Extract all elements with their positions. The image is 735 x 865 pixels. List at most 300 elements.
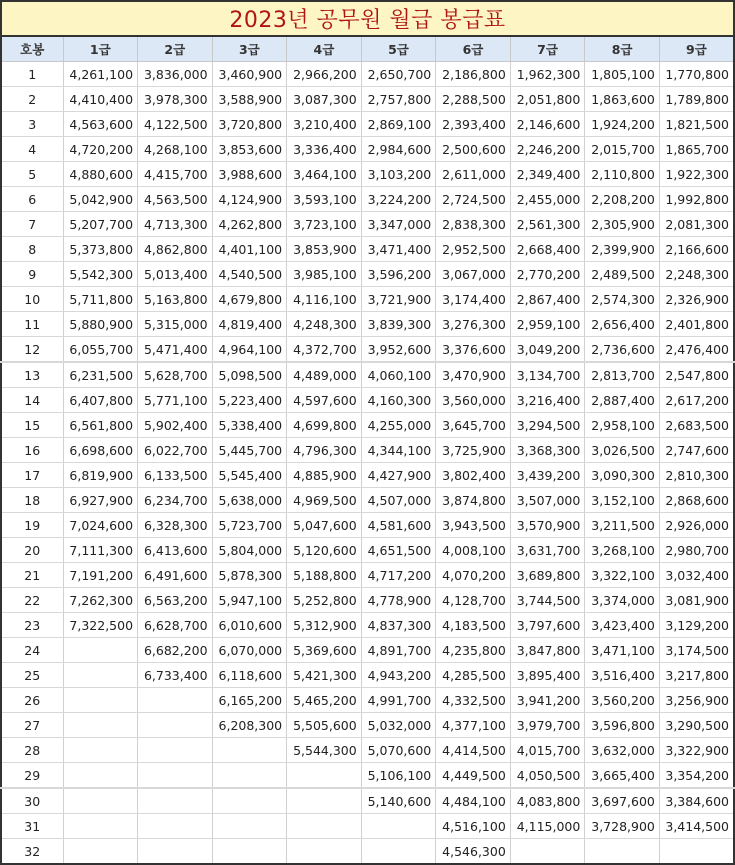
salary-cell: 6,682,200 — [138, 638, 213, 663]
step-cell: 10 — [1, 287, 63, 312]
salary-cell: 2,186,800 — [436, 62, 511, 87]
salary-cell: 4,427,900 — [361, 463, 436, 488]
salary-cell: 5,338,400 — [212, 413, 287, 438]
salary-cell: 3,347,000 — [361, 212, 436, 237]
header-step: 호봉 — [1, 37, 63, 62]
salary-cell: 3,802,400 — [436, 463, 511, 488]
salary-cell: 5,542,300 — [63, 262, 138, 287]
step-cell: 13 — [1, 362, 63, 388]
salary-cell: 4,713,300 — [138, 212, 213, 237]
table-row — [1, 788, 734, 814]
salary-cell: 3,464,100 — [287, 162, 362, 187]
salary-cell: 4,050,500 — [510, 763, 585, 789]
salary-cell: 6,118,600 — [212, 663, 287, 688]
header-grade-5: 5급 — [361, 37, 436, 62]
salary-cell: 3,471,400 — [361, 237, 436, 262]
salary-cell — [585, 839, 660, 865]
salary-cell: 6,491,600 — [138, 563, 213, 588]
salary-cell: 2,146,600 — [510, 112, 585, 137]
salary-cell: 3,174,400 — [436, 287, 511, 312]
salary-cell: 6,628,700 — [138, 613, 213, 638]
table-row — [1, 362, 734, 388]
salary-cell: 5,369,600 — [287, 638, 362, 663]
salary-cell: 1,865,700 — [659, 137, 734, 162]
salary-cell: 4,969,500 — [287, 488, 362, 513]
step-cell: 26 — [1, 688, 63, 713]
salary-cell: 4,449,500 — [436, 763, 511, 789]
salary-cell: 3,632,000 — [585, 738, 660, 763]
salary-cell: 4,891,700 — [361, 638, 436, 663]
table-row — [1, 563, 734, 588]
salary-cell: 3,290,500 — [659, 713, 734, 738]
salary-cell: 1,922,300 — [659, 162, 734, 187]
salary-cell: 6,407,800 — [63, 388, 138, 413]
salary-cell: 1,962,300 — [510, 62, 585, 87]
salary-table — [0, 37, 735, 865]
salary-cell: 3,322,900 — [659, 738, 734, 763]
salary-cell: 2,683,500 — [659, 413, 734, 438]
salary-cell: 5,070,600 — [361, 738, 436, 763]
salary-cell: 4,778,900 — [361, 588, 436, 613]
table-row — [1, 738, 734, 763]
table-row — [1, 713, 734, 738]
salary-cell: 5,771,100 — [138, 388, 213, 413]
salary-cell: 3,067,000 — [436, 262, 511, 287]
table-row — [1, 839, 734, 865]
table-row — [1, 137, 734, 162]
salary-cell: 3,952,600 — [361, 337, 436, 363]
salary-cell: 5,252,800 — [287, 588, 362, 613]
salary-cell: 4,344,100 — [361, 438, 436, 463]
salary-cell: 3,216,400 — [510, 388, 585, 413]
salary-cell: 2,838,300 — [436, 212, 511, 237]
salary-cell: 4,717,200 — [361, 563, 436, 588]
salary-cell: 2,051,800 — [510, 87, 585, 112]
salary-cell: 2,248,300 — [659, 262, 734, 287]
salary-cell: 5,878,300 — [212, 563, 287, 588]
salary-cell: 2,015,700 — [585, 137, 660, 162]
salary-cell — [212, 738, 287, 763]
salary-cell — [212, 814, 287, 839]
salary-cell: 4,060,100 — [361, 362, 436, 388]
salary-cell: 4,679,800 — [212, 287, 287, 312]
salary-cell: 6,413,600 — [138, 538, 213, 563]
salary-cell: 2,401,800 — [659, 312, 734, 337]
salary-cell: 5,711,800 — [63, 287, 138, 312]
salary-cell: 5,013,400 — [138, 262, 213, 287]
salary-cell: 2,887,400 — [585, 388, 660, 413]
salary-cell: 2,757,800 — [361, 87, 436, 112]
table-row — [1, 112, 734, 137]
salary-cell: 5,880,900 — [63, 312, 138, 337]
salary-cell: 3,224,200 — [361, 187, 436, 212]
salary-cell: 3,152,100 — [585, 488, 660, 513]
salary-cell — [212, 839, 287, 865]
salary-cell — [63, 839, 138, 865]
salary-cell: 7,262,300 — [63, 588, 138, 613]
salary-cell: 5,047,600 — [287, 513, 362, 538]
header-row — [1, 37, 734, 62]
salary-cell: 6,231,500 — [63, 362, 138, 388]
salary-cell: 3,725,900 — [436, 438, 511, 463]
table-row — [1, 488, 734, 513]
salary-cell: 2,349,400 — [510, 162, 585, 187]
salary-cell: 4,484,100 — [436, 788, 511, 814]
salary-cell: 3,439,200 — [510, 463, 585, 488]
salary-cell: 1,789,800 — [659, 87, 734, 112]
step-cell: 19 — [1, 513, 63, 538]
header-grade-6: 6급 — [436, 37, 511, 62]
salary-cell: 2,500,600 — [436, 137, 511, 162]
salary-cell: 5,723,700 — [212, 513, 287, 538]
salary-cell: 3,087,300 — [287, 87, 362, 112]
salary-cell: 5,312,900 — [287, 613, 362, 638]
salary-cell: 4,248,300 — [287, 312, 362, 337]
salary-cell: 4,262,800 — [212, 212, 287, 237]
salary-cell — [63, 713, 138, 738]
step-cell: 16 — [1, 438, 63, 463]
salary-cell — [287, 814, 362, 839]
salary-cell — [138, 814, 213, 839]
salary-cell: 5,140,600 — [361, 788, 436, 814]
salary-cell — [287, 763, 362, 789]
salary-cell: 2,724,500 — [436, 187, 511, 212]
salary-cell: 2,736,600 — [585, 337, 660, 363]
salary-cell: 4,070,200 — [436, 563, 511, 588]
salary-cell: 6,022,700 — [138, 438, 213, 463]
step-cell: 28 — [1, 738, 63, 763]
step-cell: 6 — [1, 187, 63, 212]
salary-cell: 1,770,800 — [659, 62, 734, 87]
salary-cell: 5,315,000 — [138, 312, 213, 337]
salary-cell: 4,546,300 — [436, 839, 511, 865]
salary-cell: 3,507,000 — [510, 488, 585, 513]
table-row — [1, 663, 734, 688]
salary-cell: 4,597,600 — [287, 388, 362, 413]
salary-cell: 5,465,200 — [287, 688, 362, 713]
salary-cell: 4,415,700 — [138, 162, 213, 187]
salary-cell: 4,015,700 — [510, 738, 585, 763]
salary-cell: 2,081,300 — [659, 212, 734, 237]
salary-cell — [659, 839, 734, 865]
salary-cell — [63, 788, 138, 814]
salary-cell: 1,805,100 — [585, 62, 660, 87]
header-grade-3: 3급 — [212, 37, 287, 62]
step-cell: 21 — [1, 563, 63, 588]
step-cell: 25 — [1, 663, 63, 688]
salary-cell — [63, 688, 138, 713]
salary-cell: 3,697,600 — [585, 788, 660, 814]
salary-cell: 6,733,400 — [138, 663, 213, 688]
salary-cell: 3,645,700 — [436, 413, 511, 438]
salary-cell: 5,223,400 — [212, 388, 287, 413]
step-cell: 1 — [1, 62, 63, 87]
salary-cell: 3,276,300 — [436, 312, 511, 337]
step-cell: 24 — [1, 638, 63, 663]
salary-cell: 4,507,000 — [361, 488, 436, 513]
step-cell: 3 — [1, 112, 63, 137]
salary-cell: 3,744,500 — [510, 588, 585, 613]
salary-cell: 4,819,400 — [212, 312, 287, 337]
salary-cell — [63, 738, 138, 763]
salary-cell: 6,010,600 — [212, 613, 287, 638]
salary-cell: 3,384,600 — [659, 788, 734, 814]
salary-cell: 3,839,300 — [361, 312, 436, 337]
salary-cell: 6,165,200 — [212, 688, 287, 713]
header-grade-9: 9급 — [659, 37, 734, 62]
salary-cell: 3,354,200 — [659, 763, 734, 789]
salary-cell: 5,638,000 — [212, 488, 287, 513]
salary-cell: 4,581,600 — [361, 513, 436, 538]
salary-cell: 4,880,600 — [63, 162, 138, 187]
step-cell: 7 — [1, 212, 63, 237]
salary-cell: 3,570,900 — [510, 513, 585, 538]
salary-cell: 3,853,900 — [287, 237, 362, 262]
table-row — [1, 388, 734, 413]
table-row — [1, 287, 734, 312]
salary-cell: 5,902,400 — [138, 413, 213, 438]
salary-cell: 1,924,200 — [585, 112, 660, 137]
table-row — [1, 413, 734, 438]
step-cell: 17 — [1, 463, 63, 488]
salary-cell: 5,804,000 — [212, 538, 287, 563]
step-cell: 31 — [1, 814, 63, 839]
table-row — [1, 187, 734, 212]
salary-cell: 3,049,200 — [510, 337, 585, 363]
salary-cell: 3,081,900 — [659, 588, 734, 613]
salary-cell: 3,593,100 — [287, 187, 362, 212]
salary-cell: 4,651,500 — [361, 538, 436, 563]
salary-cell: 2,305,900 — [585, 212, 660, 237]
salary-cell: 5,544,300 — [287, 738, 362, 763]
step-cell: 5 — [1, 162, 63, 187]
salary-cell: 2,246,200 — [510, 137, 585, 162]
salary-cell: 5,628,700 — [138, 362, 213, 388]
salary-cell: 5,120,600 — [287, 538, 362, 563]
salary-cell: 6,234,700 — [138, 488, 213, 513]
salary-cell: 4,943,200 — [361, 663, 436, 688]
salary-cell: 3,720,800 — [212, 112, 287, 137]
salary-cell: 6,819,900 — [63, 463, 138, 488]
salary-cell: 2,958,100 — [585, 413, 660, 438]
salary-cell: 4,964,100 — [212, 337, 287, 363]
salary-cell: 6,208,300 — [212, 713, 287, 738]
salary-cell: 3,978,300 — [138, 87, 213, 112]
salary-cell: 3,174,500 — [659, 638, 734, 663]
salary-cell: 3,090,300 — [585, 463, 660, 488]
salary-cell: 2,966,200 — [287, 62, 362, 87]
salary-cell: 3,423,400 — [585, 613, 660, 638]
salary-cell: 4,563,600 — [63, 112, 138, 137]
table-row — [1, 438, 734, 463]
salary-cell: 4,372,700 — [287, 337, 362, 363]
salary-cell: 4,699,800 — [287, 413, 362, 438]
salary-cell: 4,489,000 — [287, 362, 362, 388]
salary-cell: 4,885,900 — [287, 463, 362, 488]
salary-cell — [361, 814, 436, 839]
salary-cell: 3,103,200 — [361, 162, 436, 187]
salary-cell: 5,106,100 — [361, 763, 436, 789]
salary-cell: 6,927,900 — [63, 488, 138, 513]
salary-cell: 3,134,700 — [510, 362, 585, 388]
salary-cell: 5,373,800 — [63, 237, 138, 262]
salary-cell: 5,421,300 — [287, 663, 362, 688]
step-cell: 29 — [1, 763, 63, 789]
salary-cell: 3,723,100 — [287, 212, 362, 237]
salary-cell: 2,326,900 — [659, 287, 734, 312]
step-cell: 22 — [1, 588, 63, 613]
salary-cell: 2,455,000 — [510, 187, 585, 212]
salary-cell: 2,650,700 — [361, 62, 436, 87]
table-row — [1, 337, 734, 363]
salary-cell — [63, 663, 138, 688]
salary-cell — [287, 788, 362, 814]
table-row — [1, 588, 734, 613]
salary-cell: 3,988,600 — [212, 162, 287, 187]
salary-cell: 2,288,500 — [436, 87, 511, 112]
salary-cell: 2,813,700 — [585, 362, 660, 388]
step-cell: 15 — [1, 413, 63, 438]
header-grade-8: 8급 — [585, 37, 660, 62]
salary-cell: 4,285,500 — [436, 663, 511, 688]
salary-cell — [138, 839, 213, 865]
salary-cell: 2,867,400 — [510, 287, 585, 312]
salary-cell: 2,611,000 — [436, 162, 511, 187]
salary-cell: 3,631,700 — [510, 538, 585, 563]
salary-cell: 3,414,500 — [659, 814, 734, 839]
salary-cell: 2,656,400 — [585, 312, 660, 337]
salary-cell: 7,024,600 — [63, 513, 138, 538]
salary-cell: 3,217,800 — [659, 663, 734, 688]
salary-cell: 3,853,600 — [212, 137, 287, 162]
salary-cell: 4,083,800 — [510, 788, 585, 814]
salary-cell: 4,332,500 — [436, 688, 511, 713]
table-row — [1, 814, 734, 839]
salary-cell — [138, 788, 213, 814]
step-cell: 8 — [1, 237, 63, 262]
salary-cell: 3,596,200 — [361, 262, 436, 287]
salary-cell: 4,122,500 — [138, 112, 213, 137]
table-row — [1, 763, 734, 789]
salary-cell: 3,665,400 — [585, 763, 660, 789]
salary-cell: 4,116,100 — [287, 287, 362, 312]
salary-cell: 1,863,600 — [585, 87, 660, 112]
salary-cell: 4,401,100 — [212, 237, 287, 262]
step-cell: 32 — [1, 839, 63, 865]
salary-cell: 4,124,900 — [212, 187, 287, 212]
salary-cell: 5,445,700 — [212, 438, 287, 463]
salary-cell: 3,460,900 — [212, 62, 287, 87]
salary-cell: 4,255,000 — [361, 413, 436, 438]
salary-cell: 1,821,500 — [659, 112, 734, 137]
salary-cell: 2,747,600 — [659, 438, 734, 463]
salary-cell: 3,268,100 — [585, 538, 660, 563]
salary-cell: 2,208,200 — [585, 187, 660, 212]
salary-cell — [63, 763, 138, 789]
table-row — [1, 463, 734, 488]
salary-cell: 5,042,900 — [63, 187, 138, 212]
salary-cell: 2,952,500 — [436, 237, 511, 262]
salary-cell: 3,210,400 — [287, 112, 362, 137]
salary-cell — [361, 839, 436, 865]
salary-cell: 7,111,300 — [63, 538, 138, 563]
salary-cell: 3,941,200 — [510, 688, 585, 713]
salary-cell: 3,032,400 — [659, 563, 734, 588]
salary-cell: 3,336,400 — [287, 137, 362, 162]
salary-cell: 2,110,800 — [585, 162, 660, 187]
salary-cell: 5,505,600 — [287, 713, 362, 738]
salary-cell: 2,980,700 — [659, 538, 734, 563]
salary-cell: 5,471,400 — [138, 337, 213, 363]
salary-cell — [138, 763, 213, 789]
salary-cell: 5,947,100 — [212, 588, 287, 613]
salary-cell: 2,547,800 — [659, 362, 734, 388]
salary-cell — [212, 788, 287, 814]
salary-cell: 3,721,900 — [361, 287, 436, 312]
salary-cell: 6,561,800 — [63, 413, 138, 438]
salary-cell: 4,235,800 — [436, 638, 511, 663]
salary-cell: 3,322,100 — [585, 563, 660, 588]
salary-cell: 4,160,300 — [361, 388, 436, 413]
salary-cell: 2,617,200 — [659, 388, 734, 413]
salary-cell: 3,874,800 — [436, 488, 511, 513]
salary-cell — [138, 688, 213, 713]
salary-cell — [138, 713, 213, 738]
salary-cell: 2,868,600 — [659, 488, 734, 513]
salary-cell: 2,869,100 — [361, 112, 436, 137]
salary-cell: 6,698,600 — [63, 438, 138, 463]
table-row — [1, 62, 734, 87]
salary-cell: 5,207,700 — [63, 212, 138, 237]
table-row — [1, 538, 734, 563]
header-grade-1: 1급 — [63, 37, 138, 62]
salary-cell: 3,836,000 — [138, 62, 213, 87]
salary-cell: 4,008,100 — [436, 538, 511, 563]
step-cell: 9 — [1, 262, 63, 287]
salary-cell: 5,032,000 — [361, 713, 436, 738]
salary-cell: 4,563,500 — [138, 187, 213, 212]
salary-cell: 4,261,100 — [63, 62, 138, 87]
salary-cell: 3,895,400 — [510, 663, 585, 688]
salary-cell: 2,166,600 — [659, 237, 734, 262]
salary-cell: 3,471,100 — [585, 638, 660, 663]
salary-cell: 2,770,200 — [510, 262, 585, 287]
salary-cell: 3,596,800 — [585, 713, 660, 738]
salary-cell: 3,129,200 — [659, 613, 734, 638]
salary-cell: 4,410,400 — [63, 87, 138, 112]
salary-cell — [212, 763, 287, 789]
salary-cell: 4,115,000 — [510, 814, 585, 839]
header-grade-7: 7급 — [510, 37, 585, 62]
table-row — [1, 688, 734, 713]
salary-cell: 1,992,800 — [659, 187, 734, 212]
salary-cell: 3,985,100 — [287, 262, 362, 287]
step-cell: 11 — [1, 312, 63, 337]
salary-cell: 2,984,600 — [361, 137, 436, 162]
salary-cell: 4,414,500 — [436, 738, 511, 763]
salary-cell: 3,470,900 — [436, 362, 511, 388]
salary-cell: 3,797,600 — [510, 613, 585, 638]
salary-cell: 3,376,600 — [436, 337, 511, 363]
salary-cell: 6,070,000 — [212, 638, 287, 663]
salary-cell: 5,188,800 — [287, 563, 362, 588]
salary-cell: 3,374,000 — [585, 588, 660, 613]
salary-cell: 4,720,200 — [63, 137, 138, 162]
salary-cell: 3,516,400 — [585, 663, 660, 688]
salary-cell: 6,563,200 — [138, 588, 213, 613]
salary-cell: 3,256,900 — [659, 688, 734, 713]
salary-cell: 3,588,900 — [212, 87, 287, 112]
